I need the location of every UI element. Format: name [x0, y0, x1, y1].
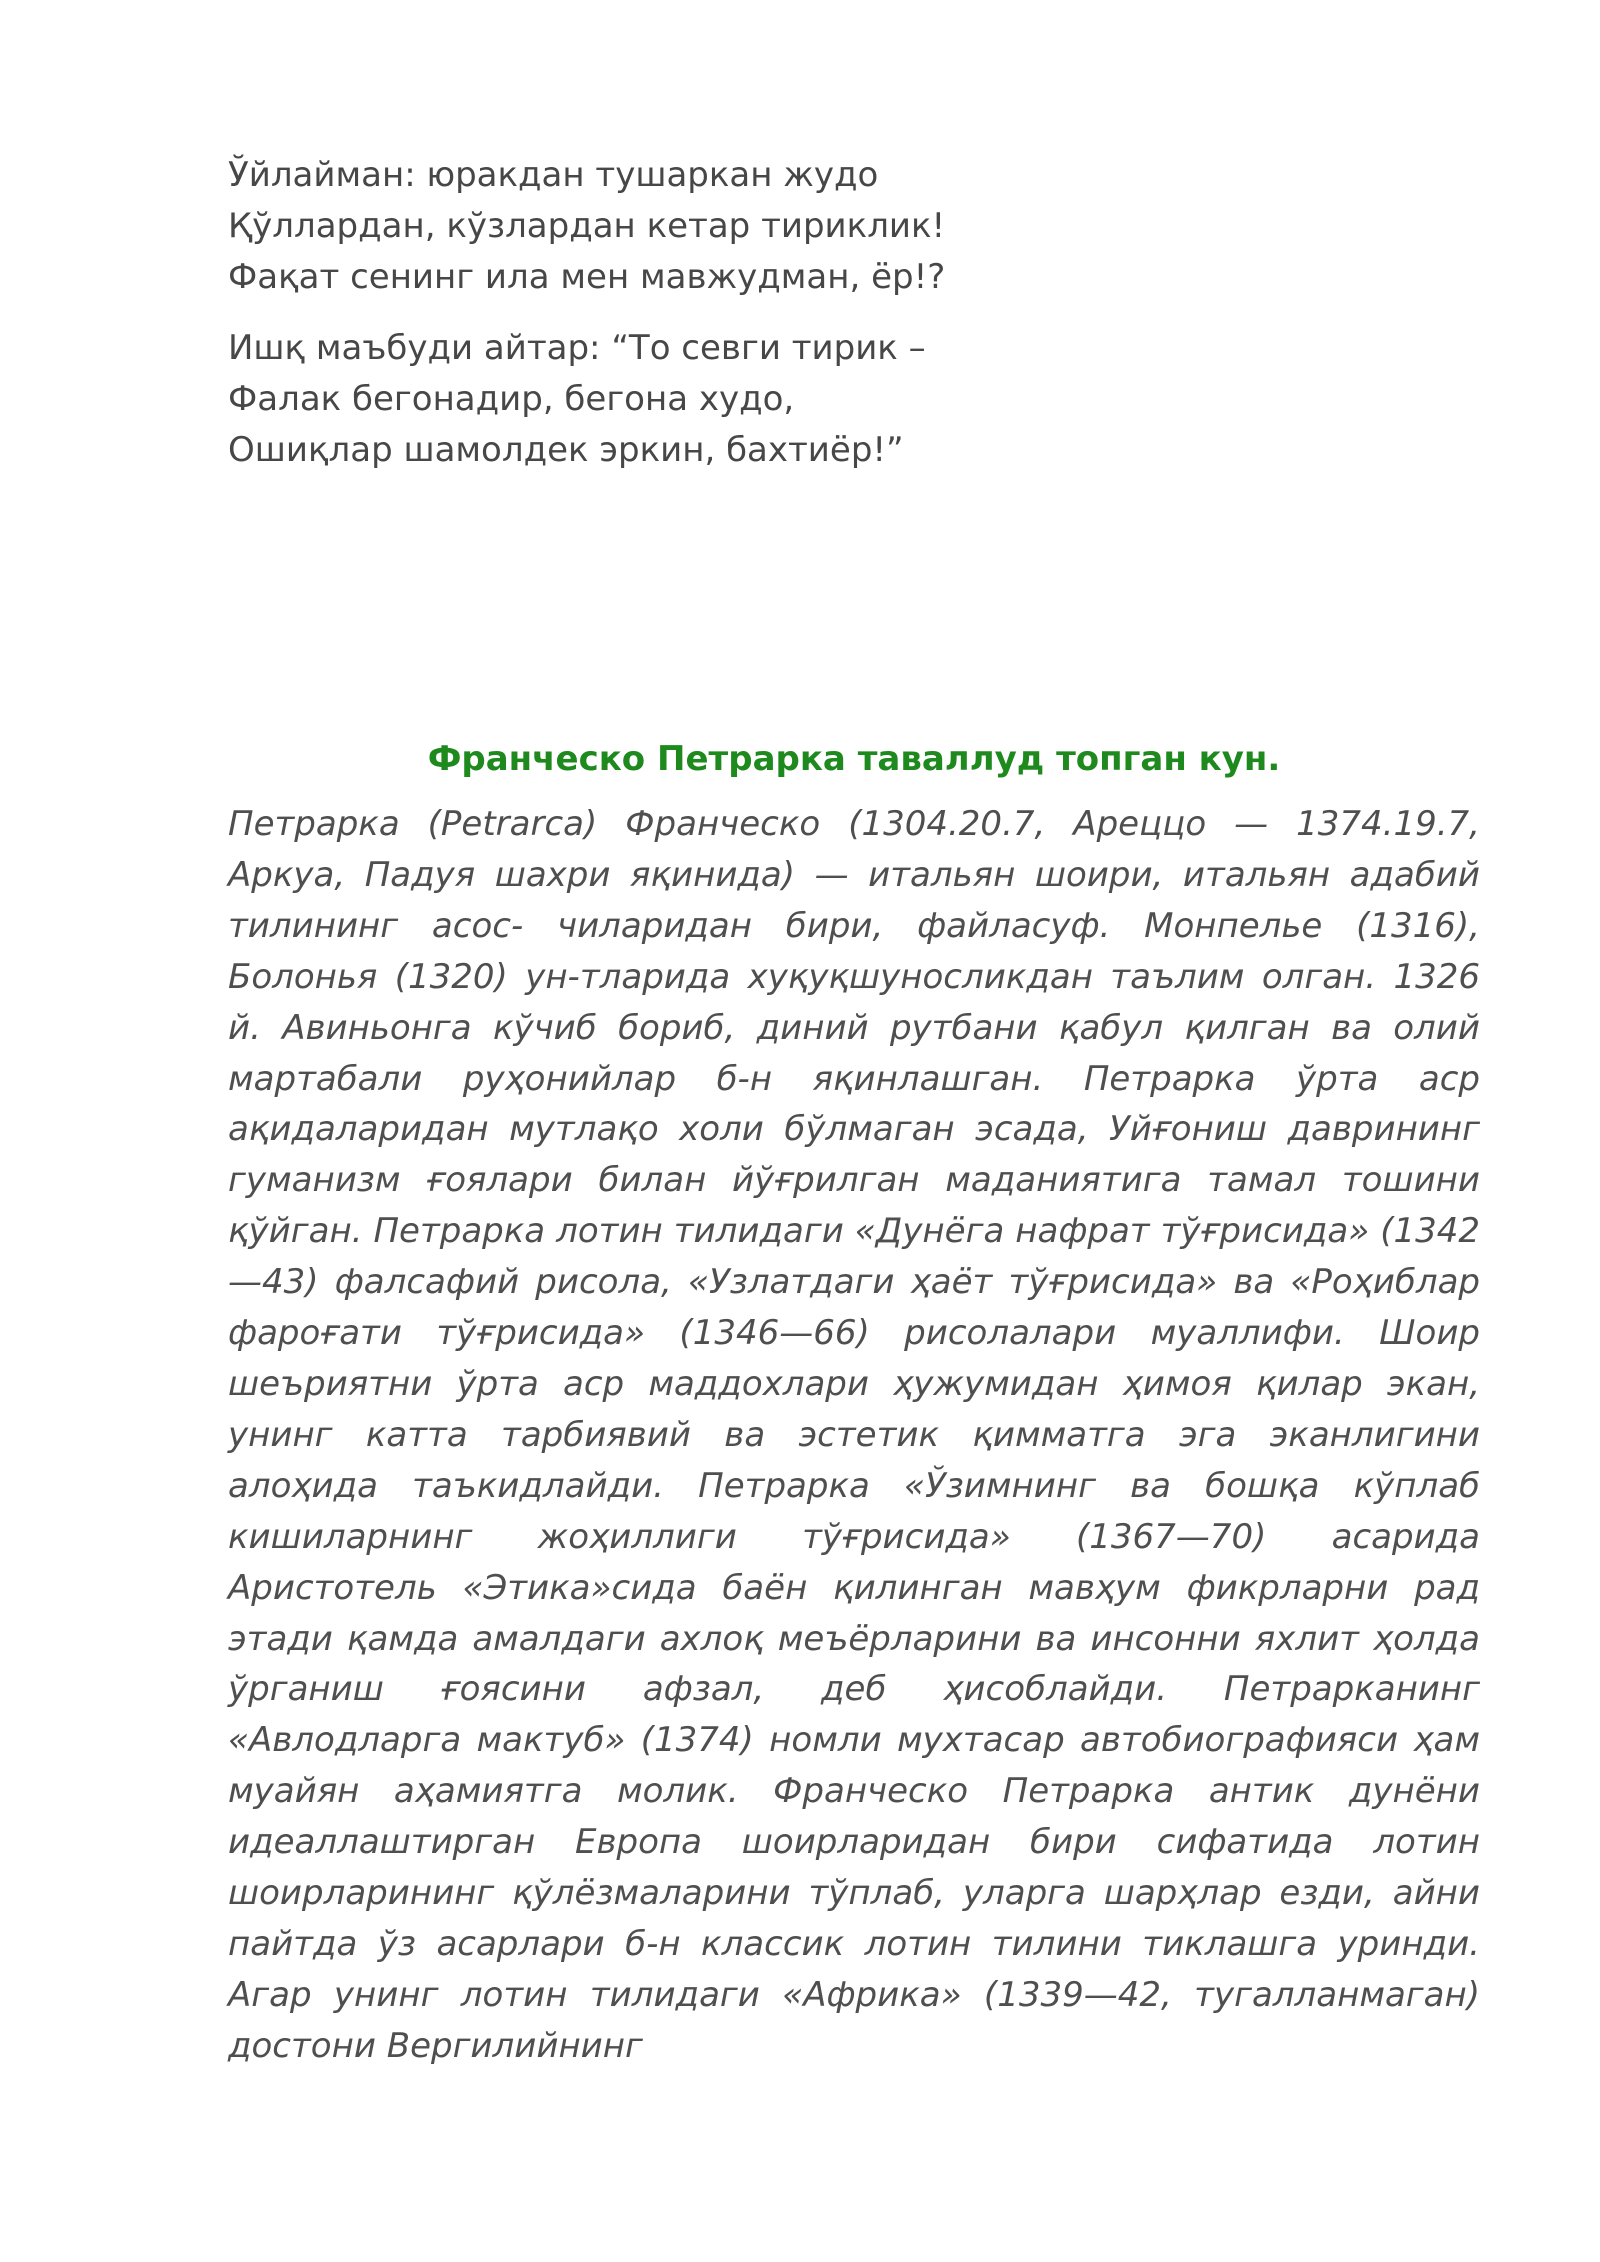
poem-line: Ошиқлар шамолдек эркин, бахтиёр!” — [228, 430, 904, 470]
poem-line: Фалак бегонадир, бегона худо, — [228, 379, 795, 419]
article-body: Петрарка (Petrarca) Франческо (1304.20.7, Ареццо — 1374.19.7, Аркуа, Падуя шахри яқинида) — итальян шоири, итальян адабий тилининг асос- чиларидан бири, файласуф. Монпелье (1316), Болонья (1320) ун-тларида хуқуқшуносликдан таълим олган. 1326 й. Авиньонга кўчиб бориб, диний рутбани қабул қилган ва олий мартабали руҳонийлар б-н яқинлашган. Петрарка ўрта аср ақидаларидан мутлақо холи бўлмаган эсада, Уйғониш даврининг гуманизм ғоялари билан йўғрилган маданиятига тамал тошини қўйган. Петрарка лотин тилидаги «Дунёга нафрат тўғрисида» (1342—43) фалсафий рисола, «Узлатдаги ҳаёт тўғрисида» ва «Роҳиблар фароғати тўғрисида» (1346—66) рисолалари муаллифи. Шоир шеъриятни ўрта аср маддохлари ҳужумидан ҳимоя қилар экан, унинг катта тарбиявий ва эстетик қимматга эга эканлигини алоҳида таъкидлайди. Петрарка «Ўзимнинг ва бошқа кўплаб кишиларнинг жоҳиллиги тўғрисида» (1367—70) асарида Аристотель «Этика»сида баён қилинган мавҳум фикрларни рад этади қамда амалдаги ахлоқ меъёрларини ва инсонни яхлит ҳолда ўрганиш ғоясини афзал, деб ҳисоблайди. Петрарканинг «Авлодларга мактуб» (1374) номли мухтасар автобиографияси ҳам муайян аҳамиятга молик. Франческо Петрарка антик дунёни идеаллаштирган Европа шоирларидан бири сифатида лотин шоирларининг қўлёзмаларини тўплаб, уларга шарҳлар езди, айни пайтда ўз асарлари б-н классик лотин тилини тиклашга уринди. Агар унинг лотин тилидаги «Африка» (1339—42, тугалланмаган) достони Вергилийнинг — [228, 804, 1480, 2066]
poem-line: Фақат сенинг ила мен мавжудман, ёр!? — [228, 257, 946, 297]
poem — [228, 150, 1328, 496]
poem-line: Ўйлайман: юракдан тушаркан жудо — [228, 155, 879, 195]
poem-stanza-2 — [228, 323, 1328, 476]
poem-stanza-1 — [228, 150, 1328, 303]
poem-line: Қўллардан, кўзлардан кетар тириклик! — [228, 206, 946, 246]
article-title: Франческо Петрарка таваллуд топган кун. — [427, 739, 1281, 779]
poem-line: Ишқ маъбуди айтар: “То севги тирик – — [228, 328, 926, 368]
article — [228, 735, 1480, 2072]
